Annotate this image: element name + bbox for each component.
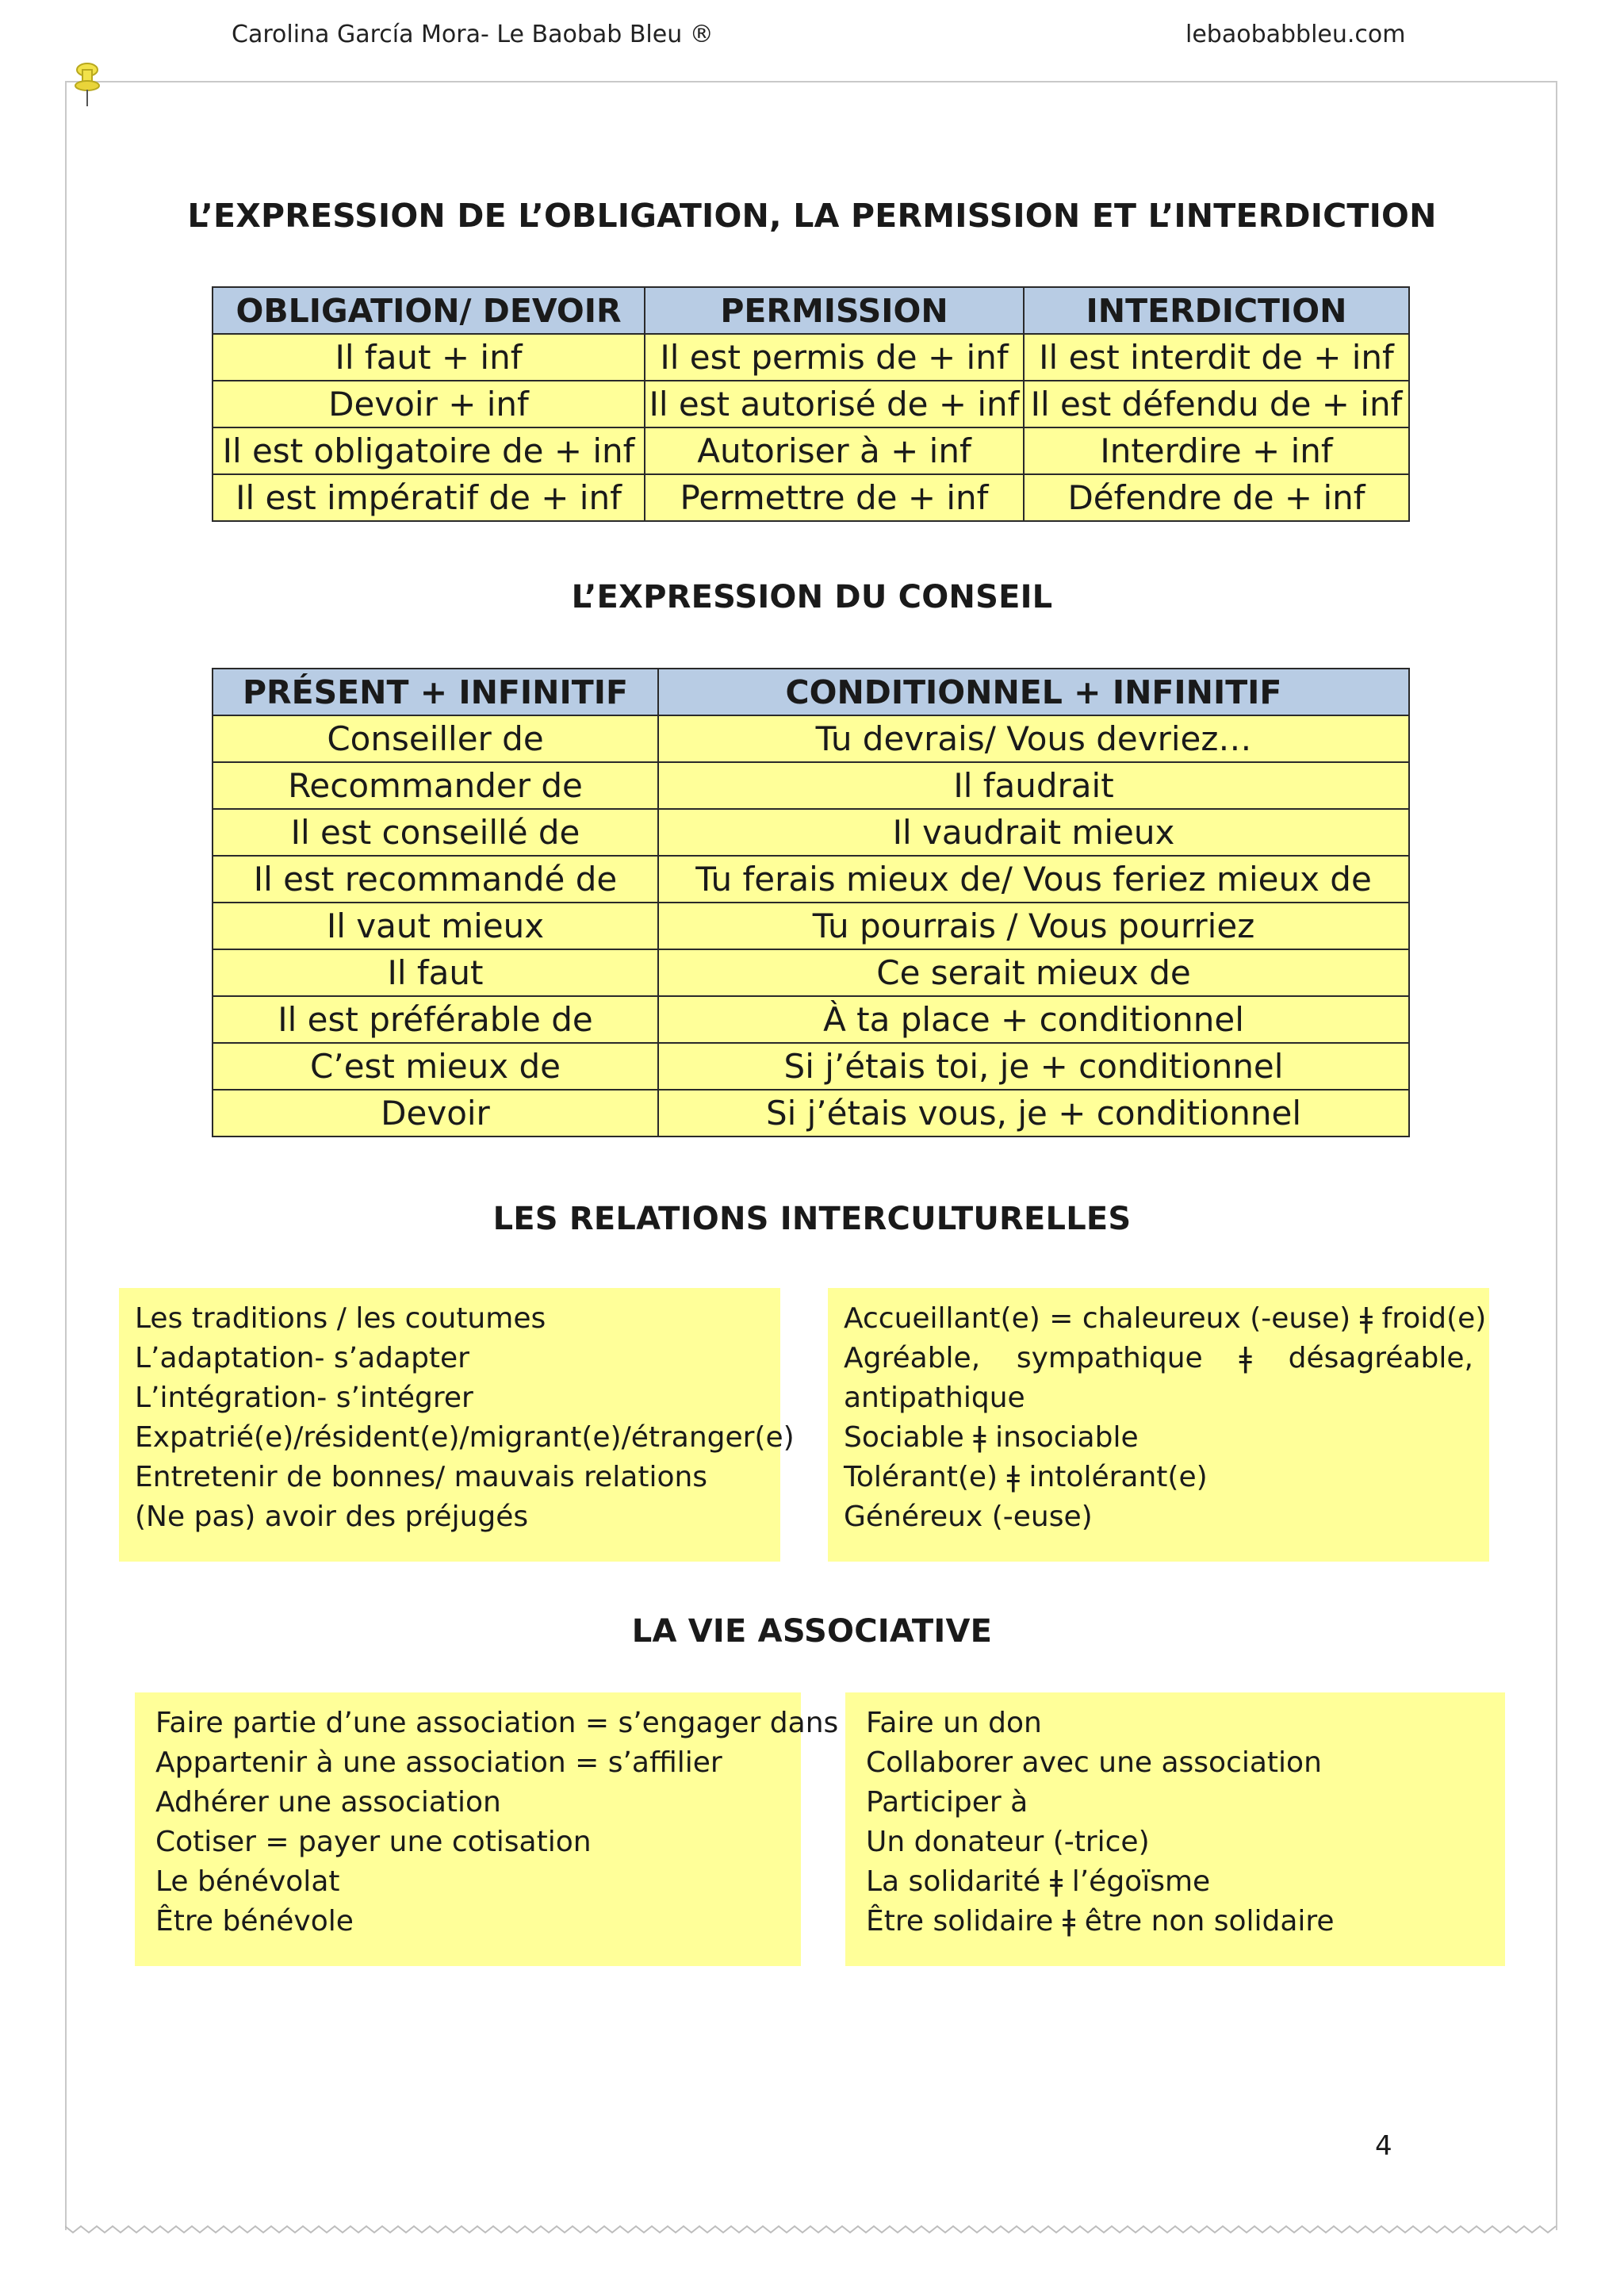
column-header-present: PRÉSENT + INFINITIF [213, 669, 658, 715]
table-cell: Il vaudrait mieux [658, 809, 1409, 856]
table-header-row [213, 669, 1409, 715]
obligation-table [212, 286, 1410, 522]
association-left-box [135, 1692, 839, 1966]
table-cell: Ce serait mieux de [658, 949, 1409, 996]
list-item [844, 1339, 1473, 1378]
table-row [213, 381, 1409, 427]
list-item: Entretenir de bonnes/ mauvais relations [135, 1461, 708, 1493]
list-item: Tolérant(e) ǂ intolérant(e) [844, 1461, 1208, 1493]
word: Agréable, [844, 1342, 981, 1374]
table-cell: Il vaut mieux [213, 903, 658, 949]
list-item: Adhérer une association [155, 1786, 501, 1819]
column-header-conditionnel: CONDITIONNEL + INFINITIF [658, 669, 1409, 715]
table-cell: Recommander de [213, 762, 658, 809]
table-cell: Il est conseillé de [213, 809, 658, 856]
table-cell: Il est permis de + inf [645, 334, 1024, 381]
table-row [213, 856, 1409, 903]
word: désagréable, [1288, 1342, 1473, 1374]
table-cell: Tu pourrais / Vous pourriez [658, 903, 1409, 949]
table-row [213, 809, 1409, 856]
table-row [213, 762, 1409, 809]
table-cell: Tu devrais/ Vous devriez… [658, 715, 1409, 762]
word: sympathique [1016, 1342, 1203, 1374]
table-row [213, 903, 1409, 949]
list-item: antipathique [844, 1382, 1025, 1414]
table-cell: Autoriser à + inf [645, 427, 1024, 474]
list-item: La solidarité ǂ l’égoïsme [866, 1865, 1211, 1898]
table-cell: Il faut + inf [213, 334, 645, 381]
table-cell: Tu ferais mieux de/ Vous feriez mieux de [658, 856, 1409, 903]
table-cell: Permettre de + inf [645, 474, 1024, 521]
table-cell: Devoir + inf [213, 381, 645, 427]
list-item: Les traditions / les coutumes [135, 1302, 546, 1335]
header-website: lebaobabbleu.com [1185, 21, 1406, 48]
table-row [213, 474, 1409, 521]
list-item: Sociable ǂ insociable [844, 1421, 1139, 1454]
section-title-obligation: L’EXPRESSION DE L’OBLIGATION, LA PERMISSION ET L’INTERDICTION [187, 197, 1437, 235]
table-row [213, 996, 1409, 1043]
list-item: Être solidaire ǂ être non solidaire [866, 1905, 1335, 1938]
word: ǂ [1239, 1342, 1252, 1374]
list-item: (Ne pas) avoir des préjugés [135, 1501, 529, 1533]
list-item: Accueillant(e) = chaleureux (-euse) ǂ froid(e) [844, 1302, 1487, 1335]
list-item: Être bénévole [155, 1905, 354, 1938]
list-item: Cotiser = payer une cotisation [155, 1826, 592, 1858]
column-header-interdiction: INTERDICTION [1024, 287, 1409, 334]
list-item: Collaborer avec une association [866, 1746, 1322, 1779]
list-item: Participer à [866, 1786, 1028, 1819]
table-cell: Devoir [213, 1090, 658, 1137]
table-cell: Si j’étais vous, je + conditionnel [658, 1090, 1409, 1137]
table-cell: Il est interdit de + inf [1024, 334, 1409, 381]
table-cell: Il est préférable de [213, 996, 658, 1043]
table-cell: Il est autorisé de + inf [645, 381, 1024, 427]
table-row [213, 715, 1409, 762]
torn-page-edge [65, 2224, 1557, 2237]
table-cell: Il est obligatoire de + inf [213, 427, 645, 474]
relations-left-box [119, 1288, 795, 1562]
relations-right-box [828, 1288, 1489, 1562]
header-author: Carolina García Mora- Le Baobab Bleu ® [232, 21, 714, 48]
table-cell: Si j’étais toi, je + conditionnel [658, 1043, 1409, 1090]
table-row [213, 1090, 1409, 1137]
table-cell: C’est mieux de [213, 1043, 658, 1090]
page-number: 4 [1375, 2130, 1392, 2162]
table-cell: À ta place + conditionnel [658, 996, 1409, 1043]
table-cell: Il est défendu de + inf [1024, 381, 1409, 427]
table-row [213, 427, 1409, 474]
association-right-box [845, 1692, 1505, 1966]
table-cell: Défendre de + inf [1024, 474, 1409, 521]
list-item: L’intégration- s’intégrer [135, 1382, 473, 1414]
table-cell: Conseiller de [213, 715, 658, 762]
table-cell: Il faudrait [658, 762, 1409, 809]
table-row [213, 949, 1409, 996]
pushpin-icon [71, 62, 103, 109]
table-row [213, 334, 1409, 381]
table-cell: Il est recommandé de [213, 856, 658, 903]
table-header-row [213, 287, 1409, 334]
table-cell: Il est impératif de + inf [213, 474, 645, 521]
section-title-relations: LES RELATIONS INTERCULTURELLES [492, 1201, 1132, 1237]
list-item: Appartenir à une association = s’affilier [155, 1746, 722, 1779]
section-title-vie-associative: LA VIE ASSOCIATIVE [631, 1613, 993, 1650]
list-item: Généreux (-euse) [844, 1501, 1093, 1533]
table-row [213, 1043, 1409, 1090]
list-item: Un donateur (-trice) [866, 1826, 1150, 1858]
conseil-table [212, 668, 1410, 1137]
section-title-conseil: L’EXPRESSION DU CONSEIL [571, 579, 1053, 615]
table-cell: Il faut [213, 949, 658, 996]
list-item: Expatrié(e)/résident(e)/migrant(e)/étranger(e) [135, 1421, 795, 1454]
column-header-permission: PERMISSION [645, 287, 1024, 334]
list-item: Faire un don [866, 1707, 1042, 1739]
column-header-obligation: OBLIGATION/ DEVOIR [213, 287, 645, 334]
list-item: L’adaptation- s’adapter [135, 1342, 469, 1374]
list-item: Le bénévolat [155, 1865, 340, 1898]
table-cell: Interdire + inf [1024, 427, 1409, 474]
list-item: Faire partie d’une association = s’engager dans [155, 1707, 839, 1739]
